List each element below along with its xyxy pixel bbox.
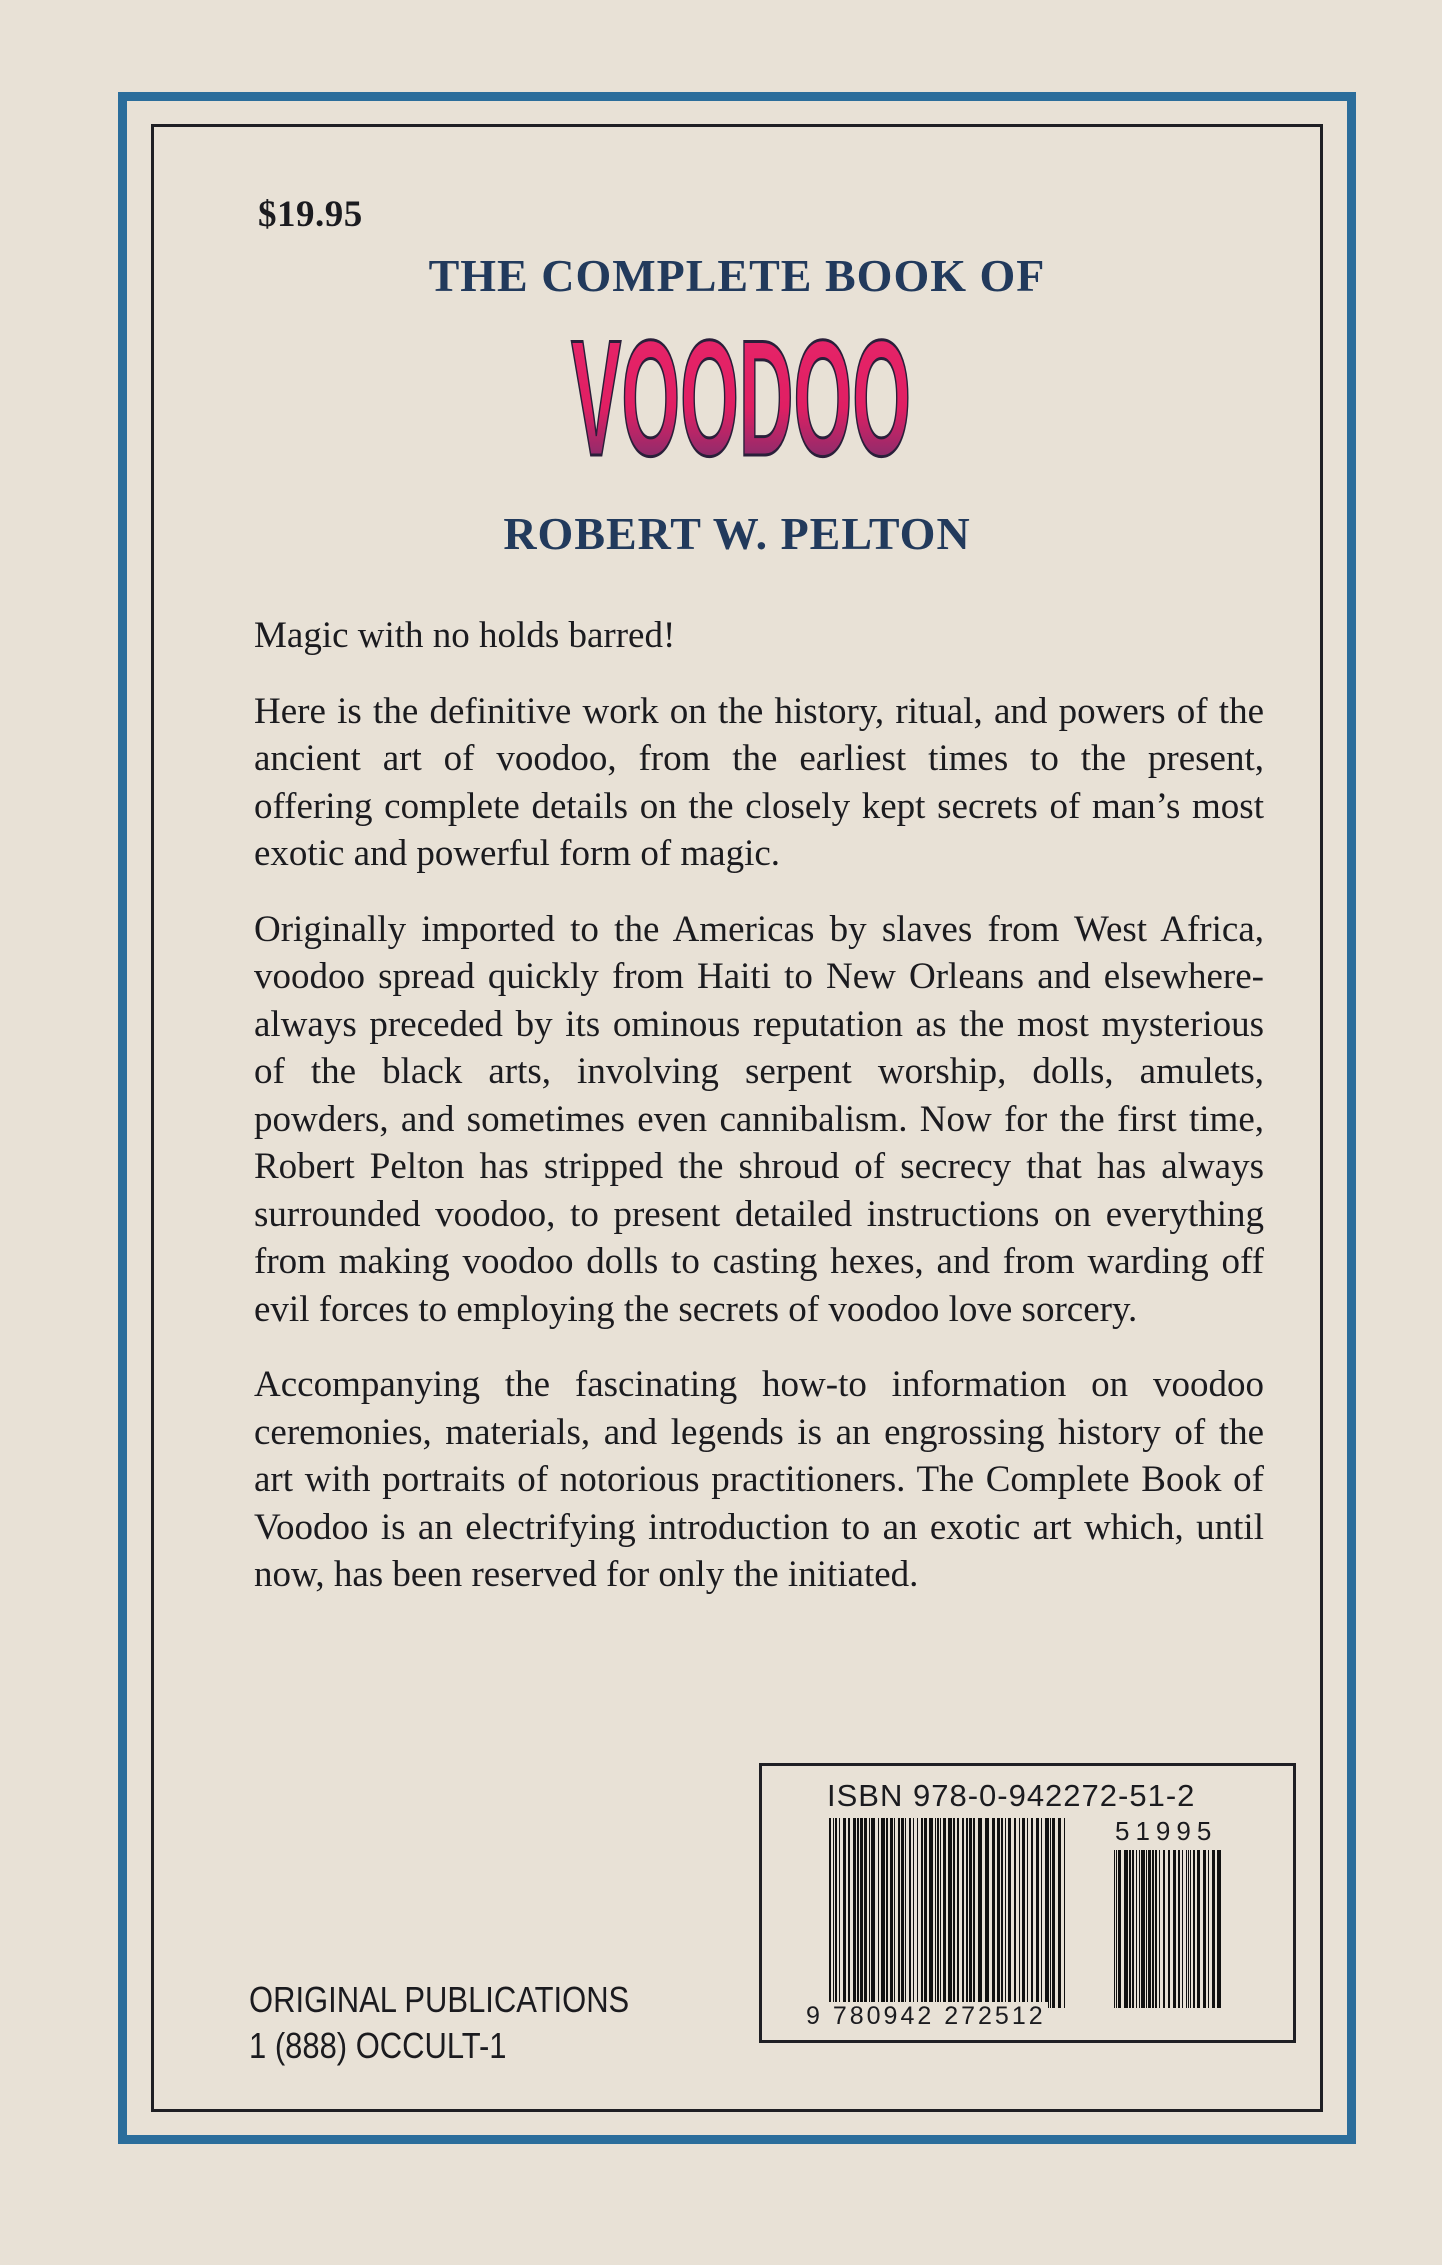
blurb-paragraph-3: Originally imported to the Americas by slaves from West Africa, voodoo spread quickly from Haiti to New Orleans and elsewhere-always preceded by its ominous reputation as the most mysterious of the black arts, involving serpent worship, dolls, amulets, powders, and sometimes even cannibalism. Now for the first time, Robert Pelton has stripped the shroud of secrecy that has always surrounded voodoo, to present detailed instructions on everything from making voodoo dolls to casting hexes, and from warding off evil forces to employing the secrets of voodoo love sorcery. <box>254 908 1264 1330</box>
voodoo-title-text: VOODOO <box>571 306 911 490</box>
barcode-bars <box>802 1818 1272 2018</box>
blurb-paragraph-4: Accompanying the fascinating how-to information on voodoo ceremonies, materials, and legends is an engrossing history of the art with portraits of notorious practitioners. The Complete Book of Voodoo is an electrifying introduction to an exotic art which, until now, has been reserved for only the initiated. <box>254 1364 1264 1595</box>
blurb-paragraph-2: Here is the definitive work on the history, ritual, and powers of the ancient art of voodoo, from the earliest times to the present, offering complete details on the closely kept secrets of man’s most exotic and powerful form of magic. <box>254 690 1264 874</box>
price-label: $19.95 <box>258 194 363 235</box>
publisher-phone: 1 (888) OCCULT-1 <box>249 2025 507 2066</box>
blurb-text <box>254 612 1264 1627</box>
publisher-name: ORIGINAL PUBLICATIONS <box>249 1979 630 2020</box>
publisher-block <box>249 1977 629 2069</box>
author-name: ROBERT W. PELTON <box>503 508 971 559</box>
addon-code: 51995 <box>1115 1816 1218 1846</box>
voodoo-title-logo <box>566 305 916 490</box>
barcode-box <box>759 1763 1296 2043</box>
isbn-label: ISBN 978-0-942272-51-2 <box>827 1778 1196 1813</box>
blurb-paragraph-1: Magic with no holds barred! <box>254 615 676 656</box>
series-title: THE COMPLETE BOOK OF <box>428 250 1046 301</box>
barcode-digits: 9 780942 272512 <box>806 2002 1046 2030</box>
outer-blue-frame <box>118 92 1356 2144</box>
inner-black-frame <box>151 124 1323 2112</box>
